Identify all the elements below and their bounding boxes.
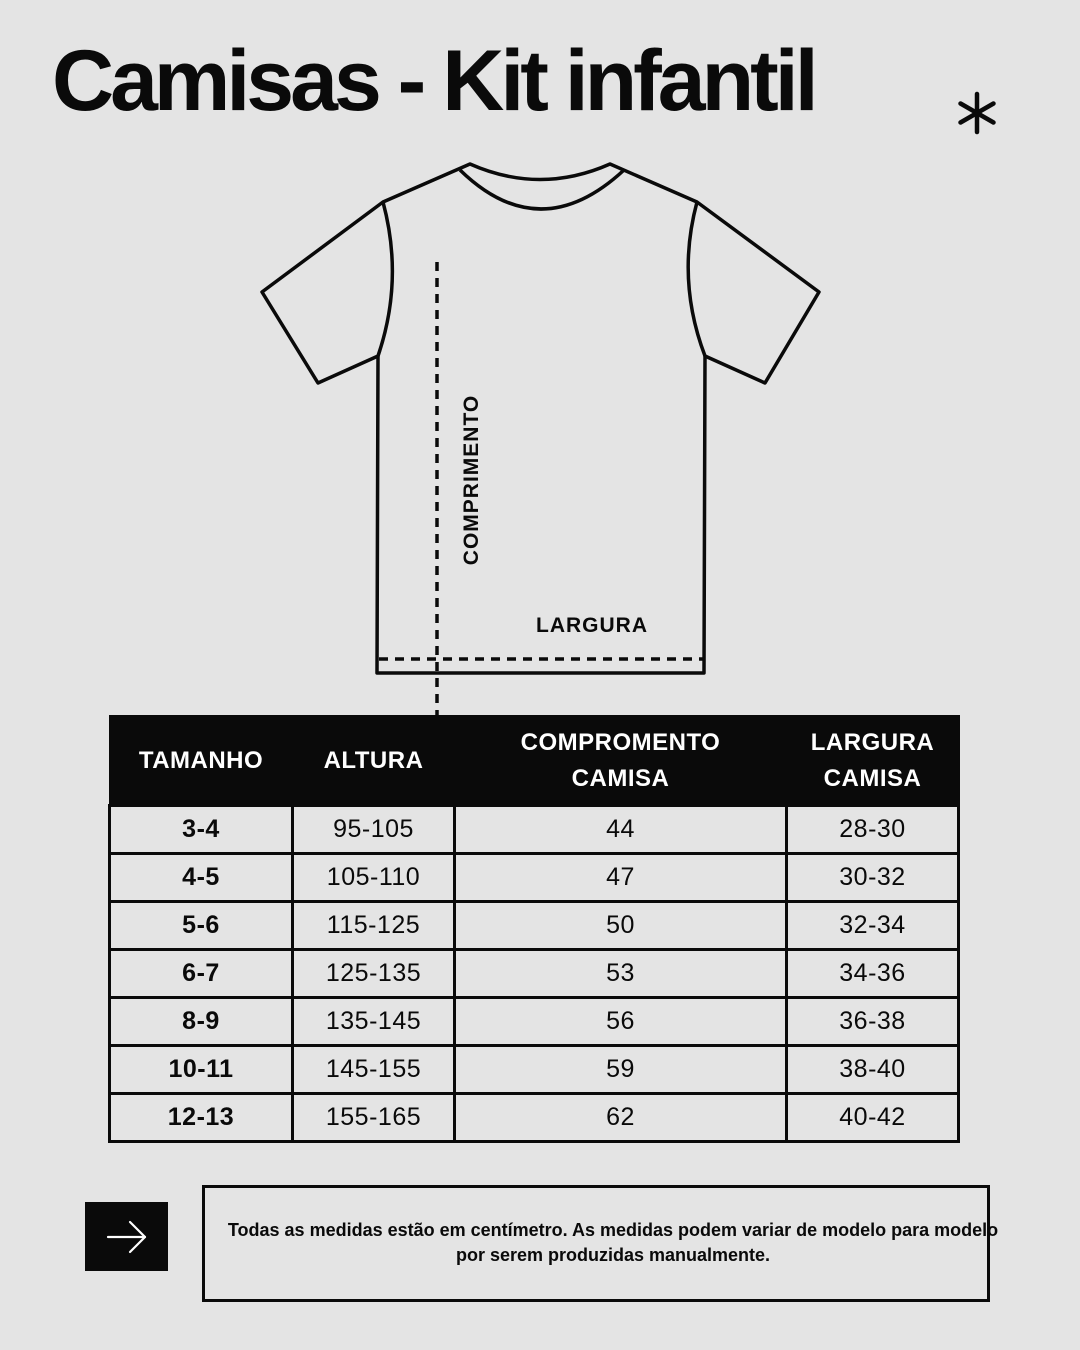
length-cell: 50 (455, 902, 787, 950)
tshirt-collar (460, 170, 624, 209)
width-cell: 38-40 (787, 1046, 959, 1094)
table-row (110, 1046, 959, 1094)
page-title: Camisas - Kit infantil (52, 33, 815, 129)
tshirt-left-sleeve-seam (378, 202, 392, 356)
height-cell: 115-125 (293, 902, 455, 950)
width-cell: 32-34 (787, 902, 959, 950)
size-cell: 8-9 (110, 998, 293, 1046)
size-cell: 5-6 (110, 902, 293, 950)
header-size: TAMANHO (110, 716, 293, 806)
size-cell: 12-13 (110, 1094, 293, 1142)
height-cell: 125-135 (293, 950, 455, 998)
length-label: COMPRIMENTO (460, 394, 483, 566)
length-cell: 44 (455, 806, 787, 854)
table-row (110, 902, 959, 950)
width-cell: 34-36 (787, 950, 959, 998)
width-cell: 30-32 (787, 854, 959, 902)
length-cell: 56 (455, 998, 787, 1046)
size-cell: 6-7 (110, 950, 293, 998)
table-row (110, 1094, 959, 1142)
tshirt-right-sleeve-seam (688, 202, 705, 356)
length-cell: 62 (455, 1094, 787, 1142)
table-header-row (110, 716, 959, 806)
length-cell: 47 (455, 854, 787, 902)
height-cell: 95-105 (293, 806, 455, 854)
table-row (110, 806, 959, 854)
length-cell: 59 (455, 1046, 787, 1094)
height-cell: 155-165 (293, 1094, 455, 1142)
table-row (110, 998, 959, 1046)
width-cell: 28-30 (787, 806, 959, 854)
size-table (108, 715, 960, 1143)
next-button[interactable] (85, 1202, 168, 1271)
note-text: Todas as medidas estão em centímetro. As medidas podem variar de modelo para modelo por serem produzidas manualmente. (227, 1220, 999, 1265)
header-shirt-width (787, 716, 959, 806)
size-cell: 10-11 (110, 1046, 293, 1094)
measurement-note (202, 1185, 999, 1302)
width-label: LARGURA (536, 614, 648, 637)
width-cell: 36-38 (787, 998, 959, 1046)
header-shirt-length-text: COMPROMENTO CAMISA (520, 728, 721, 792)
height-cell: 105-110 (293, 854, 455, 902)
header-shirt-length (455, 716, 787, 806)
width-cell: 40-42 (787, 1094, 959, 1142)
table-row (110, 950, 959, 998)
arrow-right-icon (85, 1202, 168, 1271)
table-row (110, 854, 959, 902)
header-height: ALTURA (293, 716, 455, 806)
header-shirt-width-text: LARGURA CAMISA (810, 728, 935, 792)
length-cell: 53 (455, 950, 787, 998)
height-cell: 135-145 (293, 998, 455, 1046)
size-cell: 3-4 (110, 806, 293, 854)
height-cell: 145-155 (293, 1046, 455, 1094)
tshirt-outline (262, 164, 819, 673)
size-cell: 4-5 (110, 854, 293, 902)
